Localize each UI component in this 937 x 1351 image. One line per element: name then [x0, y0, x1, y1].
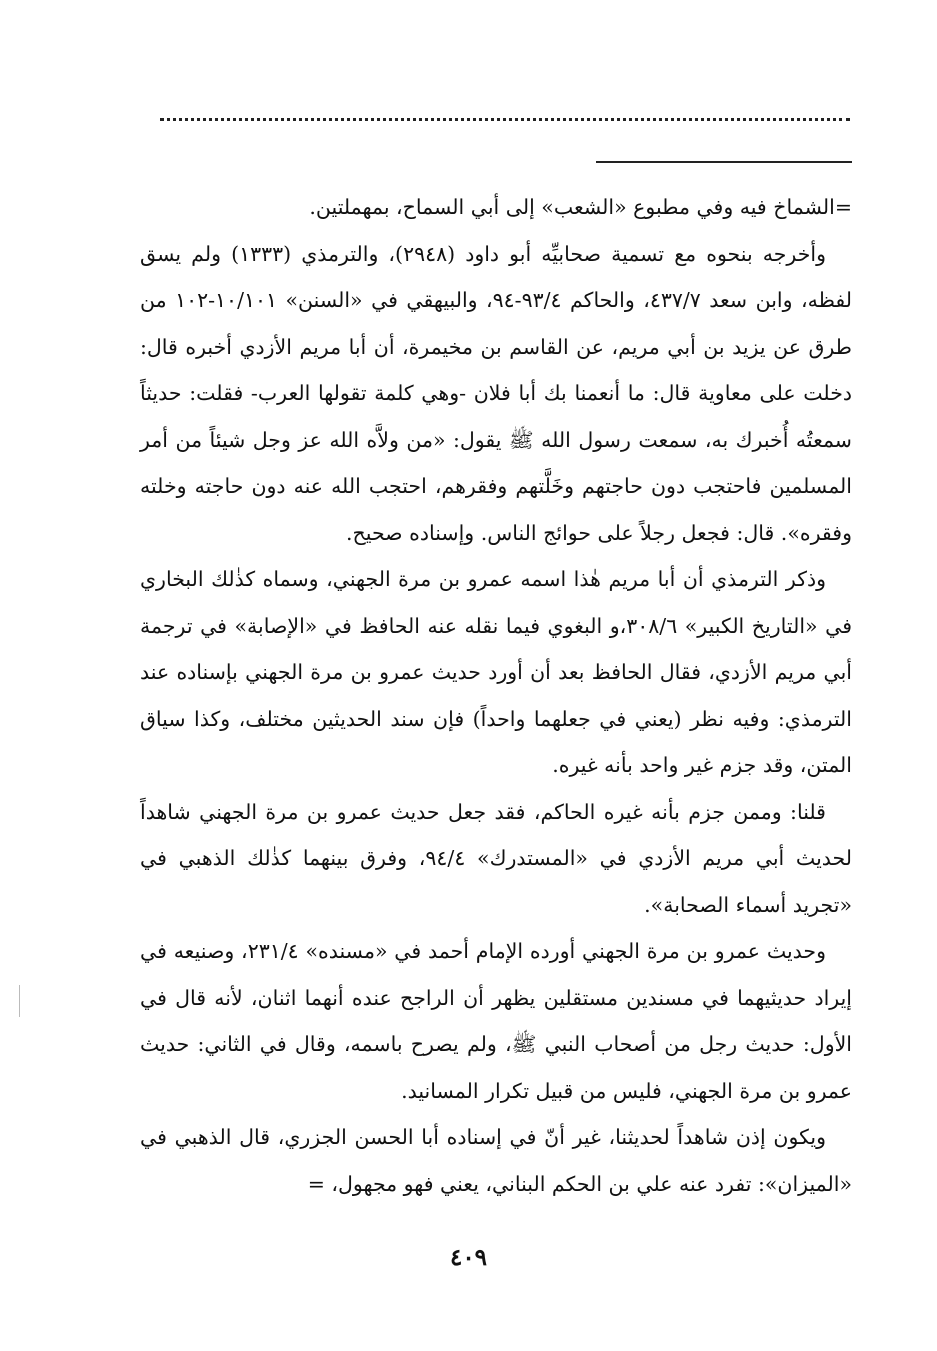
margin-mark — [19, 985, 20, 1017]
footnote-rule — [596, 161, 852, 163]
dotted-separator — [160, 118, 850, 121]
footnote-paragraph-ahmad: وحديث عمرو بن مرة الجهني أورده الإمام أحمد في «مسنده» ٢٣١/٤، وصنيعه في إيراد حديثيهما في مسندين مستقلين يظهر أن الراجح عنده أنهما اثنان، لأنه قال في الأول: حديث رجل من أصحاب النبي ﷺ، ولم يصرح باسمه، وقال في الثاني: حديث عمرو بن مرة الجهني، فليس من قبيل تكرار المسانيد. — [140, 939, 852, 1103]
footnote-paragraph-continuation: =الشماخ فيه وفي مطبوع «الشعب» إلى أبي السماح، بمهملتين. — [309, 195, 852, 219]
footnote-paragraph-qulna: قلنا: وممن جزم بأنه غيره الحاكم، فقد جعل حديث عمرو بن مرة الجهني شاهداً لحديث أبي مريم الأزدي في «المستدرك» ٩٤/٤، وفرق بينهما كذٰلك الذهبي في «تجريد أسماء الصحابة». — [140, 799, 853, 917]
footnote-paragraph-shahid: ويكون إذن شاهداً لحديثنا، غير أنّ في إسناده أبا الحسن الجزري، قال الذهبي في «الميزان»: تفرد عنه علي بن الحكم البناني، يعني فهو مجهول، = — [140, 1125, 852, 1196]
footnote-paragraph-takhrij: وأخرجه بنحوه مع تسمية صحابيِّه أبو داود (٢٩٤٨)، والترمذي (١٣٣٣) ولم يسق لفظه، وابن سعد ٤٣٧/٧، والحاكم ٩٣/٤-٩٤، والبيهقي في «السنن» ١٠/١٠١-١٠٢ من طرق عن يزيد بن أبي مريم، عن القاسم بن مخيمرة، أن أبا مريم الأزدي أخبره قال: دخلت على معاوية قال: ما أنعمنا بك أبا فلان -وهي كلمة تقولها العرب- فقلت: حديثاً سمعتُه أُخبرك به، سمعت رسول الله ﷺ يقول: «من ولاَّه الله عز وجل شيئاً من أمر المسلمين فاحتجب دون حاجتهم وخَلَّتهم وفقرهم، احتجب الله عنه دون حاجته وخلته وفقره». قال: فجعل رجلاً على حوائج الناس. وإسناده صحيح. — [140, 241, 853, 545]
footnote-paragraph-tirmidhi: وذكر الترمذي أن أبا مريم هٰذا اسمه عمرو بن مرة الجهني، وسماه كذٰلك البخاري في «التاريخ الكبير» ٣٠٨/٦،و البغوي فيما نقله عنه الحافظ في «الإصابة» في ترجمة أبي مريم الأزدي، فقال الحافظ بعد أن أورد حديث عمرو بن مرة الجهني بإسناده عند الترمذي: وفيه نظر (يعني في جعلهما واحداً) فإن سند الحديثين مختلف، وكذا سياق المتن، وقد جزم غير واحد بأنه غيره. — [140, 567, 852, 777]
footnote-text — [140, 184, 852, 1207]
page-number: ٤٠٩ — [449, 1244, 488, 1271]
